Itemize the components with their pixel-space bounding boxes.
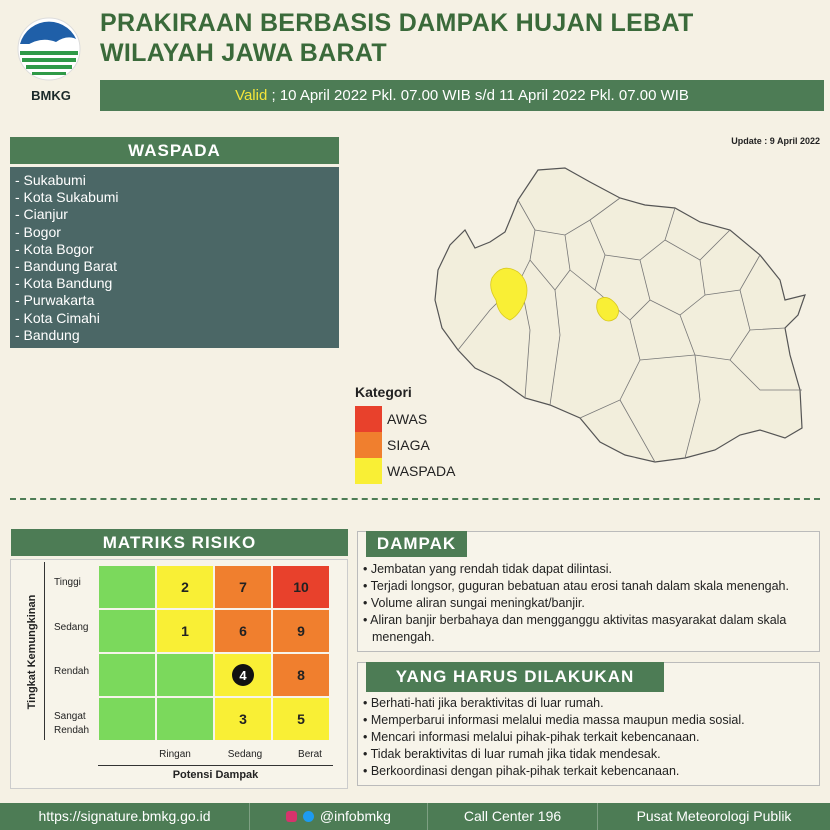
col-label-berat: Berat [298, 749, 322, 760]
action-heading: YANG HARUS DILAKUKAN [366, 662, 664, 692]
matrix-y-axis-label: Tingkat Kemungkinan [26, 594, 38, 710]
logo-text: BMKG [31, 88, 71, 103]
list-item: - Kota Bandung [15, 275, 113, 292]
list-item: • Terjadi longsor, guguran bebatuan atau erosi tanah dalam skala menengah. [363, 579, 789, 593]
matrix-cell: 9 [272, 609, 330, 653]
row-label-tinggi: Tinggi [54, 577, 81, 588]
matrix-cell [156, 653, 214, 697]
social-handle: @infobmkg [319, 808, 391, 824]
section-divider [10, 498, 820, 500]
dampak-heading: DAMPAK [366, 531, 467, 557]
matrix-cell: 5 [272, 697, 330, 741]
west-java-map [430, 160, 820, 465]
legend-swatch [355, 406, 382, 432]
matrix-cell: 2 [156, 565, 214, 609]
matrix-cell [98, 609, 156, 653]
footer [0, 803, 830, 830]
page-title [100, 8, 694, 68]
y-axis-line [44, 562, 46, 740]
legend-label: WASPADA [387, 463, 456, 479]
list-item: - Kota Bogor [15, 240, 94, 257]
matrix-x-axis-label: Potensi Dampak [172, 769, 259, 781]
col-label-sedang: Sedang [227, 749, 263, 760]
title-line-1: PRAKIRAAN BERBASIS DAMPAK HUJAN LEBAT [100, 9, 694, 37]
footer-call-center: Call Center 196 [428, 803, 598, 830]
matrix-cell [156, 697, 214, 741]
col-label-ringan: Ringan [159, 749, 191, 760]
legend-label: AWAS [387, 411, 428, 427]
legend-title: Kategori [355, 384, 412, 400]
footer-website-link[interactable]: https://signature.bmkg.go.id [0, 803, 250, 830]
update-date: Update : 9 April 2022 [731, 136, 820, 146]
header [0, 0, 830, 122]
legend-item-siaga [355, 432, 430, 458]
row-label-sedang: Sedang [54, 622, 89, 633]
action-list [363, 695, 813, 780]
matrix-cell [214, 653, 272, 697]
matrix-cell: 6 [214, 609, 272, 653]
list-item: • Jembatan yang rendah tidak dapat dilintasi. [363, 562, 612, 576]
list-item: - Purwakarta [15, 292, 95, 309]
province-outline [435, 168, 805, 462]
matrix-cell [98, 697, 156, 741]
title-line-2: WILAYAH JAWA BARAT [100, 39, 387, 67]
matrix-cell: 10 [272, 565, 330, 609]
footer-org: Pusat Meteorologi Publik [636, 808, 792, 824]
legend-swatch [355, 432, 382, 458]
list-item: - Bandung [15, 326, 80, 343]
list-item: • Volume aliran sungai meningkat/banjir. [363, 596, 585, 610]
legend-swatch [355, 458, 382, 484]
waspada-heading: WASPADA [10, 137, 339, 164]
list-item: • Tidak beraktivitas di luar rumah jika tidak mendesak. [363, 747, 661, 761]
twitter-icon [303, 811, 314, 822]
list-item: - Kota Sukabumi [15, 189, 119, 206]
dampak-list [363, 561, 813, 646]
valid-period: ; 10 April 2022 Pkl. 07.00 WIB s/d 11 April 2022 Pkl. 07.00 WIB [267, 87, 689, 104]
footer-social[interactable] [250, 803, 428, 830]
highlighted-risk-marker: 4 [232, 664, 254, 686]
list-item: - Kota Cimahi [15, 309, 100, 326]
validity-bar [100, 80, 824, 111]
list-item: - Bogor [15, 223, 61, 240]
valid-label: Valid [235, 87, 268, 104]
list-item: • Mencari informasi melalui pihak-pihak terkait kebencanaan. [363, 730, 700, 744]
matrix-cell: 8 [272, 653, 330, 697]
list-item: • Memperbarui informasi melalui media massa maupun media sosial. [363, 713, 745, 727]
waspada-list [10, 167, 339, 348]
instagram-icon [286, 811, 297, 822]
risk-matrix-heading: MATRIKS RISIKO [11, 529, 348, 556]
list-item: - Bandung Barat [15, 258, 117, 275]
x-axis-line [98, 765, 333, 766]
row-label-sangat-rendah: Sangat Rendah [54, 711, 90, 736]
list-item: - Sukabumi [15, 172, 86, 188]
matrix-cell: 7 [214, 565, 272, 609]
row-label-rendah: Rendah [54, 666, 90, 677]
matrix-cell [98, 653, 156, 697]
matrix-cell: 3 [214, 697, 272, 741]
list-item: • Berhati-hati jika beraktivitas di luar rumah. [363, 696, 604, 710]
list-item: • Berkoordinasi dengan pihak-pihak terkait kebencanaan. [363, 764, 680, 778]
list-item: - Cianjur [15, 206, 68, 223]
legend-item-waspada [355, 458, 455, 484]
matrix-cell: 1 [156, 609, 214, 653]
matrix-cell [98, 565, 156, 609]
legend-label: SIAGA [387, 437, 430, 453]
legend-item-awas [355, 406, 427, 432]
list-item: • Aliran banjir berbahaya dan mengganggu aktivitas masyarakat dalam skala menengah. [363, 613, 787, 644]
bmkg-logo [16, 16, 86, 108]
